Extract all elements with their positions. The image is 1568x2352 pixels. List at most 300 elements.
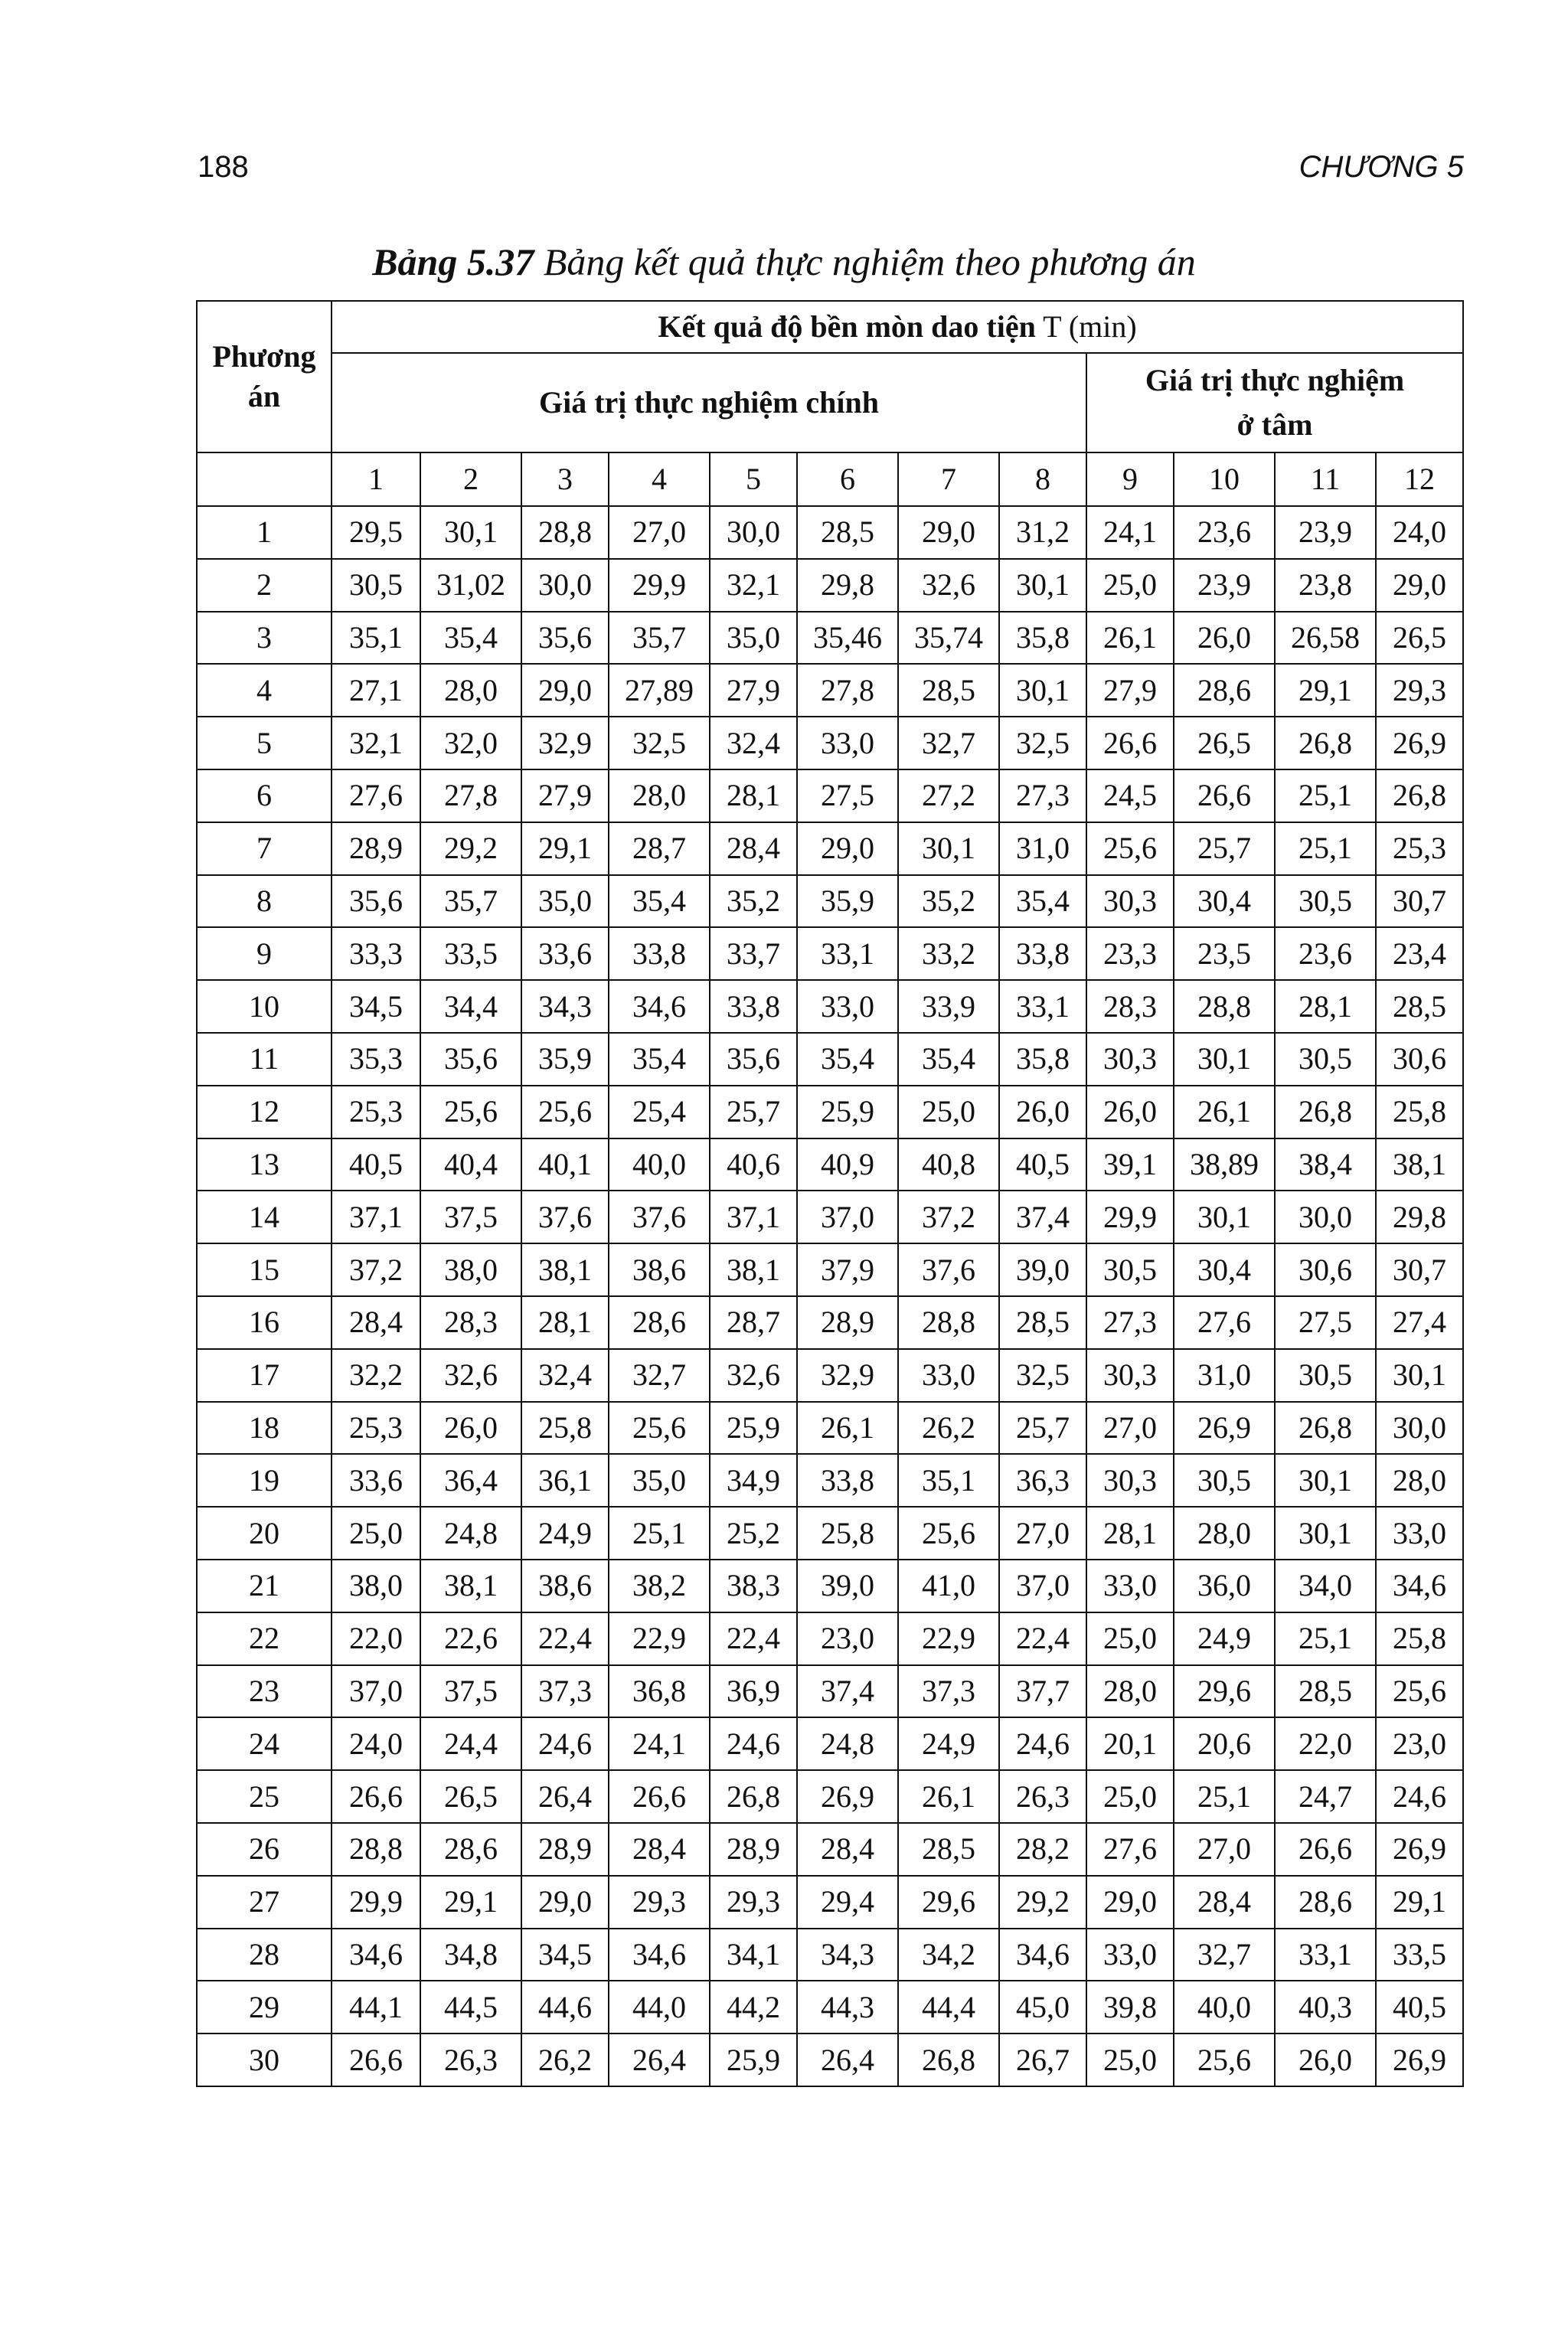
row-label: 28 (197, 1929, 332, 1981)
table-cell: 32,5 (999, 1349, 1086, 1402)
table-row (197, 1665, 1463, 1718)
table-cell: 26,3 (999, 1770, 1086, 1823)
table-cell: 26,1 (1174, 1086, 1275, 1138)
table-cell: 32,2 (332, 1349, 420, 1402)
row-label: 30 (197, 2034, 332, 2086)
row-label: 5 (197, 717, 332, 769)
row-label: 27 (197, 1876, 332, 1929)
table-cell: 26,6 (332, 2034, 420, 2086)
table-cell: 24,6 (999, 1717, 1086, 1770)
row-label: 11 (197, 1033, 332, 1086)
table-cell: 37,1 (710, 1191, 797, 1243)
table-cell: 25,0 (1086, 2034, 1174, 2086)
table-cell: 38,1 (1376, 1138, 1463, 1191)
header-row-2 (197, 353, 1463, 452)
table-cell: 29,5 (332, 506, 420, 559)
table-cell: 30,0 (521, 559, 609, 612)
table-cell: 35,4 (420, 612, 521, 665)
table-cell: 30,1 (999, 664, 1086, 717)
table-cell: 25,6 (521, 1086, 609, 1138)
page-number: 188 (198, 150, 249, 184)
table-cell: 33,0 (797, 980, 898, 1033)
table-row (197, 1454, 1463, 1507)
row-label: 16 (197, 1296, 332, 1349)
table-cell: 29,8 (797, 559, 898, 612)
table-cell: 25,7 (710, 1086, 797, 1138)
table-cell: 28,1 (521, 1296, 609, 1349)
table-cell: 31,0 (999, 822, 1086, 875)
table-cell: 45,0 (999, 1981, 1086, 2034)
table-cell: 30,1 (1174, 1033, 1275, 1086)
table-cell: 28,6 (609, 1296, 710, 1349)
table-cell: 38,89 (1174, 1138, 1275, 1191)
table-row (197, 1560, 1463, 1612)
row-label: 29 (197, 1981, 332, 2034)
table-cell: 37,3 (521, 1665, 609, 1718)
table-cell: 30,4 (1174, 1243, 1275, 1296)
table-cell: 30,5 (1174, 1454, 1275, 1507)
table-cell: 26,6 (332, 1770, 420, 1823)
table-cell: 32,5 (609, 717, 710, 769)
table-cell: 28,9 (710, 1823, 797, 1876)
table-cell: 28,8 (1174, 980, 1275, 1033)
table-cell: 25,3 (332, 1402, 420, 1455)
row-label: 8 (197, 875, 332, 928)
table-cell: 26,8 (898, 2034, 999, 2086)
table-cell: 22,4 (710, 1612, 797, 1665)
table-cell: 37,0 (797, 1191, 898, 1243)
table-cell: 24,8 (797, 1717, 898, 1770)
table-cell: 36,4 (420, 1454, 521, 1507)
table-cell: 25,6 (1086, 822, 1174, 875)
table-cell: 30,5 (1086, 1243, 1174, 1296)
column-number: 10 (1174, 452, 1275, 506)
table-cell: 26,0 (999, 1086, 1086, 1138)
row-label: 1 (197, 506, 332, 559)
table-cell: 25,0 (898, 1086, 999, 1138)
table-cell: 33,8 (999, 927, 1086, 980)
table-cell: 24,9 (1174, 1612, 1275, 1665)
table-cell: 33,0 (797, 717, 898, 769)
table-cell: 24,0 (1376, 506, 1463, 559)
table-cell: 25,0 (1086, 1612, 1174, 1665)
row-label: 24 (197, 1717, 332, 1770)
table-cell: 33,8 (710, 980, 797, 1033)
table-cell: 35,0 (609, 1454, 710, 1507)
table-cell: 22,4 (999, 1612, 1086, 1665)
table-cell: 38,0 (420, 1243, 521, 1296)
table-cell: 25,6 (420, 1086, 521, 1138)
table-row (197, 822, 1463, 875)
table-cell: 25,7 (999, 1402, 1086, 1455)
table-caption (0, 239, 1568, 285)
table-cell: 35,4 (898, 1033, 999, 1086)
table-cell: 27,2 (898, 769, 999, 822)
table-cell: 38,6 (521, 1560, 609, 1612)
table-cell: 32,1 (710, 559, 797, 612)
table-cell: 29,6 (898, 1876, 999, 1929)
table-cell: 33,8 (609, 927, 710, 980)
table-cell: 26,58 (1275, 612, 1376, 665)
table-cell: 40,3 (1275, 1981, 1376, 2034)
table-cell: 29,0 (1376, 559, 1463, 612)
table-cell: 35,6 (332, 875, 420, 928)
table-cell: 30,5 (1275, 875, 1376, 928)
table-cell: 32,7 (609, 1349, 710, 1402)
table-cell: 28,8 (332, 1823, 420, 1876)
table-cell: 33,2 (898, 927, 999, 980)
table-row (197, 927, 1463, 980)
table-cell: 37,4 (797, 1665, 898, 1718)
table-row (197, 1876, 1463, 1929)
table-cell: 32,4 (710, 717, 797, 769)
table-cell: 25,9 (710, 1402, 797, 1455)
table-cell: 27,1 (332, 664, 420, 717)
table-cell: 33,0 (1086, 1929, 1174, 1981)
table-cell: 25,6 (609, 1402, 710, 1455)
table-cell: 37,5 (420, 1191, 521, 1243)
table-cell: 34,5 (332, 980, 420, 1033)
table-cell: 28,1 (710, 769, 797, 822)
table-cell: 30,7 (1376, 875, 1463, 928)
table-cell: 37,0 (999, 1560, 1086, 1612)
table-cell: 38,1 (521, 1243, 609, 1296)
table-cell: 25,3 (332, 1086, 420, 1138)
table-row (197, 1296, 1463, 1349)
table-cell: 28,0 (1376, 1454, 1463, 1507)
table-cell: 26,7 (999, 2034, 1086, 2086)
table-cell: 26,1 (898, 1770, 999, 1823)
table-cell: 30,4 (1174, 875, 1275, 928)
table-cell: 35,4 (609, 875, 710, 928)
column-number: 7 (898, 452, 999, 506)
table-cell: 32,5 (999, 717, 1086, 769)
column-number: 5 (710, 452, 797, 506)
table-cell: 28,5 (898, 664, 999, 717)
table-cell: 34,6 (609, 1929, 710, 1981)
table-cell: 24,4 (420, 1717, 521, 1770)
column-number: 6 (797, 452, 898, 506)
table-cell: 27,6 (1174, 1296, 1275, 1349)
table-cell: 27,9 (1086, 664, 1174, 717)
table-cell: 28,8 (521, 506, 609, 559)
table-cell: 44,0 (609, 1981, 710, 2034)
table-cell: 32,6 (898, 559, 999, 612)
table-cell: 29,9 (1086, 1191, 1174, 1243)
table-cell: 29,3 (710, 1876, 797, 1929)
table-cell: 25,1 (609, 1507, 710, 1560)
table-cell: 37,6 (521, 1191, 609, 1243)
table-cell: 27,0 (1086, 1402, 1174, 1455)
table-cell: 33,0 (898, 1349, 999, 1402)
table-cell: 35,4 (609, 1033, 710, 1086)
table-cell: 24,0 (332, 1717, 420, 1770)
table-cell: 28,6 (1174, 664, 1275, 717)
table-cell: 26,5 (1174, 717, 1275, 769)
table-cell: 40,5 (332, 1138, 420, 1191)
table-cell: 32,9 (521, 717, 609, 769)
table-cell: 40,5 (999, 1138, 1086, 1191)
table-cell: 35,6 (420, 1033, 521, 1086)
table-cell: 28,1 (1086, 1507, 1174, 1560)
table-cell: 26,2 (898, 1402, 999, 1455)
table-cell: 37,2 (898, 1191, 999, 1243)
table-cell: 33,1 (1275, 1929, 1376, 1981)
table-cell: 32,0 (420, 717, 521, 769)
table-cell: 26,1 (797, 1402, 898, 1455)
table-row (197, 1349, 1463, 1402)
row-label: 6 (197, 769, 332, 822)
table-cell: 38,1 (710, 1243, 797, 1296)
table-cell: 28,0 (609, 769, 710, 822)
table-cell: 30,0 (1275, 1191, 1376, 1243)
table-cell: 31,0 (1174, 1349, 1275, 1402)
table-cell: 33,8 (797, 1454, 898, 1507)
table-cell: 38,2 (609, 1560, 710, 1612)
table-cell: 35,8 (999, 1033, 1086, 1086)
table-cell: 34,8 (420, 1929, 521, 1981)
table-cell: 30,1 (898, 822, 999, 875)
table-cell: 26,1 (1086, 612, 1174, 665)
table-cell: 30,7 (1376, 1243, 1463, 1296)
table-cell: 39,0 (797, 1560, 898, 1612)
group-center-line1: Giá trị thực nghiệm (1145, 363, 1405, 397)
table-cell: 37,2 (332, 1243, 420, 1296)
table-cell: 33,6 (521, 927, 609, 980)
table-cell: 44,6 (521, 1981, 609, 2034)
table-cell: 32,1 (332, 717, 420, 769)
table-cell: 32,7 (898, 717, 999, 769)
group-center-header (1086, 353, 1463, 452)
table-cell: 35,3 (332, 1033, 420, 1086)
table-cell: 35,46 (797, 612, 898, 665)
table-cell: 28,0 (1174, 1507, 1275, 1560)
table-row (197, 506, 1463, 559)
table-cell: 29,1 (521, 822, 609, 875)
table-cell: 28,5 (1376, 980, 1463, 1033)
table-cell: 24,1 (609, 1717, 710, 1770)
table-cell: 28,6 (1275, 1876, 1376, 1929)
table-cell: 30,6 (1275, 1243, 1376, 1296)
column-number: 3 (521, 452, 609, 506)
table-cell: 28,5 (797, 506, 898, 559)
table-cell: 23,6 (1174, 506, 1275, 559)
table-cell: 28,4 (609, 1823, 710, 1876)
table-cell: 29,3 (609, 1876, 710, 1929)
row-label: 26 (197, 1823, 332, 1876)
table-cell: 25,7 (1174, 822, 1275, 875)
table-cell: 26,8 (1275, 1086, 1376, 1138)
table-cell: 25,6 (1174, 2034, 1275, 2086)
table-cell: 37,4 (999, 1191, 1086, 1243)
row-label: 25 (197, 1770, 332, 1823)
table-cell: 25,2 (710, 1507, 797, 1560)
table-cell: 35,2 (898, 875, 999, 928)
table-cell: 23,8 (1275, 559, 1376, 612)
table-cell: 28,5 (898, 1823, 999, 1876)
table-cell: 26,4 (521, 1770, 609, 1823)
table-cell: 32,6 (420, 1349, 521, 1402)
table-cell: 33,5 (420, 927, 521, 980)
results-table (196, 300, 1464, 2087)
table-cell: 26,4 (609, 2034, 710, 2086)
table-cell: 24,9 (521, 1507, 609, 1560)
table-cell: 32,6 (710, 1349, 797, 1402)
table-cell: 26,0 (1086, 1086, 1174, 1138)
table-cell: 25,8 (797, 1507, 898, 1560)
table-cell: 30,0 (1376, 1402, 1463, 1455)
table-cell: 28,8 (898, 1296, 999, 1349)
table-cell: 28,9 (521, 1823, 609, 1876)
table-cell: 27,0 (999, 1507, 1086, 1560)
row-label: 23 (197, 1665, 332, 1718)
table-cell: 25,1 (1275, 1612, 1376, 1665)
table-cell: 35,6 (521, 612, 609, 665)
table-cell: 35,9 (521, 1033, 609, 1086)
table-cell: 27,3 (999, 769, 1086, 822)
table-cell: 26,8 (710, 1770, 797, 1823)
table-cell: 27,5 (1275, 1296, 1376, 1349)
table-row (197, 1402, 1463, 1455)
table-cell: 34,0 (1275, 1560, 1376, 1612)
column-number: 8 (999, 452, 1086, 506)
table-cell: 29,1 (1275, 664, 1376, 717)
table-cell: 44,3 (797, 1981, 898, 2034)
table-cell: 25,8 (521, 1402, 609, 1455)
table-cell: 26,4 (797, 2034, 898, 2086)
table-cell: 20,1 (1086, 1717, 1174, 1770)
table-cell: 30,1 (1275, 1454, 1376, 1507)
table-cell: 35,4 (999, 875, 1086, 928)
table-row (197, 1507, 1463, 1560)
table-cell: 34,2 (898, 1929, 999, 1981)
table-cell: 26,5 (1376, 612, 1463, 665)
table-cell: 44,5 (420, 1981, 521, 2034)
table-cell: 44,2 (710, 1981, 797, 2034)
column-number-row (197, 452, 1463, 506)
table-row (197, 1929, 1463, 1981)
table-cell: 36,8 (609, 1665, 710, 1718)
row-label: 15 (197, 1243, 332, 1296)
table-row (197, 1770, 1463, 1823)
table-cell: 38,6 (609, 1243, 710, 1296)
table-cell: 29,2 (420, 822, 521, 875)
table-cell: 20,6 (1174, 1717, 1275, 1770)
table-row (197, 980, 1463, 1033)
table-cell: 30,1 (1376, 1349, 1463, 1402)
table-cell: 23,5 (1174, 927, 1275, 980)
table-cell: 34,6 (1376, 1560, 1463, 1612)
table-cell: 25,1 (1174, 1770, 1275, 1823)
column-number-stub (197, 452, 332, 506)
table-cell: 28,3 (1086, 980, 1174, 1033)
table-cell: 29,1 (1376, 1876, 1463, 1929)
table-cell: 39,8 (1086, 1981, 1174, 2034)
table-cell: 25,9 (710, 2034, 797, 2086)
table-cell: 36,1 (521, 1454, 609, 1507)
table-cell: 30,1 (1275, 1507, 1376, 1560)
table-cell: 25,8 (1376, 1086, 1463, 1138)
table-cell: 27,89 (609, 664, 710, 717)
table-row (197, 1823, 1463, 1876)
table-cell: 26,6 (1086, 717, 1174, 769)
table-cell: 32,4 (521, 1349, 609, 1402)
table-row (197, 717, 1463, 769)
table-cell: 37,1 (332, 1191, 420, 1243)
table-cell: 37,7 (999, 1665, 1086, 1718)
table-cell: 28,4 (332, 1296, 420, 1349)
table-cell: 37,5 (420, 1665, 521, 1718)
table-cell: 26,0 (1174, 612, 1275, 665)
table-cell: 30,5 (332, 559, 420, 612)
table-cell: 28,0 (420, 664, 521, 717)
table-cell: 30,1 (420, 506, 521, 559)
table-cell: 22,0 (1275, 1717, 1376, 1770)
row-label: 3 (197, 612, 332, 665)
table-cell: 35,1 (332, 612, 420, 665)
table-cell: 29,0 (898, 506, 999, 559)
table-cell: 34,3 (797, 1929, 898, 1981)
table-row (197, 664, 1463, 717)
table-cell: 28,7 (609, 822, 710, 875)
table-cell: 25,0 (1086, 1770, 1174, 1823)
row-label: 13 (197, 1138, 332, 1191)
table-row (197, 1612, 1463, 1665)
table-row (197, 612, 1463, 665)
table-cell: 25,8 (1376, 1612, 1463, 1665)
table-cell: 24,6 (710, 1717, 797, 1770)
table-cell: 37,6 (898, 1243, 999, 1296)
table-cell: 25,4 (609, 1086, 710, 1138)
table-cell: 34,5 (521, 1929, 609, 1981)
table-cell: 40,1 (521, 1138, 609, 1191)
table-cell: 35,9 (797, 875, 898, 928)
table-cell: 28,9 (797, 1296, 898, 1349)
table-cell: 30,3 (1086, 1454, 1174, 1507)
table-cell: 30,5 (1275, 1033, 1376, 1086)
table-cell: 26,8 (1376, 769, 1463, 822)
table-cell: 23,6 (1275, 927, 1376, 980)
table-cell: 29,0 (1086, 1876, 1174, 1929)
table-cell: 26,9 (1376, 1823, 1463, 1876)
table-cell: 31,2 (999, 506, 1086, 559)
table-cell: 32,7 (1174, 1929, 1275, 1981)
table-cell: 29,6 (1174, 1665, 1275, 1718)
table-cell: 28,0 (1086, 1665, 1174, 1718)
table-cell: 41,0 (898, 1560, 999, 1612)
table-cell: 27,8 (420, 769, 521, 822)
row-label: 9 (197, 927, 332, 980)
table-cell: 24,9 (898, 1717, 999, 1770)
table-cell: 33,7 (710, 927, 797, 980)
table-cell: 24,6 (521, 1717, 609, 1770)
table-row (197, 1243, 1463, 1296)
row-label: 18 (197, 1402, 332, 1455)
table-cell: 27,0 (609, 506, 710, 559)
table-cell: 27,9 (521, 769, 609, 822)
row-label: 4 (197, 664, 332, 717)
table-cell: 30,6 (1376, 1033, 1463, 1086)
table-cell: 32,9 (797, 1349, 898, 1402)
row-label: 21 (197, 1560, 332, 1612)
table-cell: 24,7 (1275, 1770, 1376, 1823)
table-cell: 34,6 (609, 980, 710, 1033)
table-cell: 30,3 (1086, 1349, 1174, 1402)
table-cell: 29,4 (797, 1876, 898, 1929)
table-cell: 35,6 (710, 1033, 797, 1086)
table-row (197, 1033, 1463, 1086)
table-cell: 35,0 (521, 875, 609, 928)
